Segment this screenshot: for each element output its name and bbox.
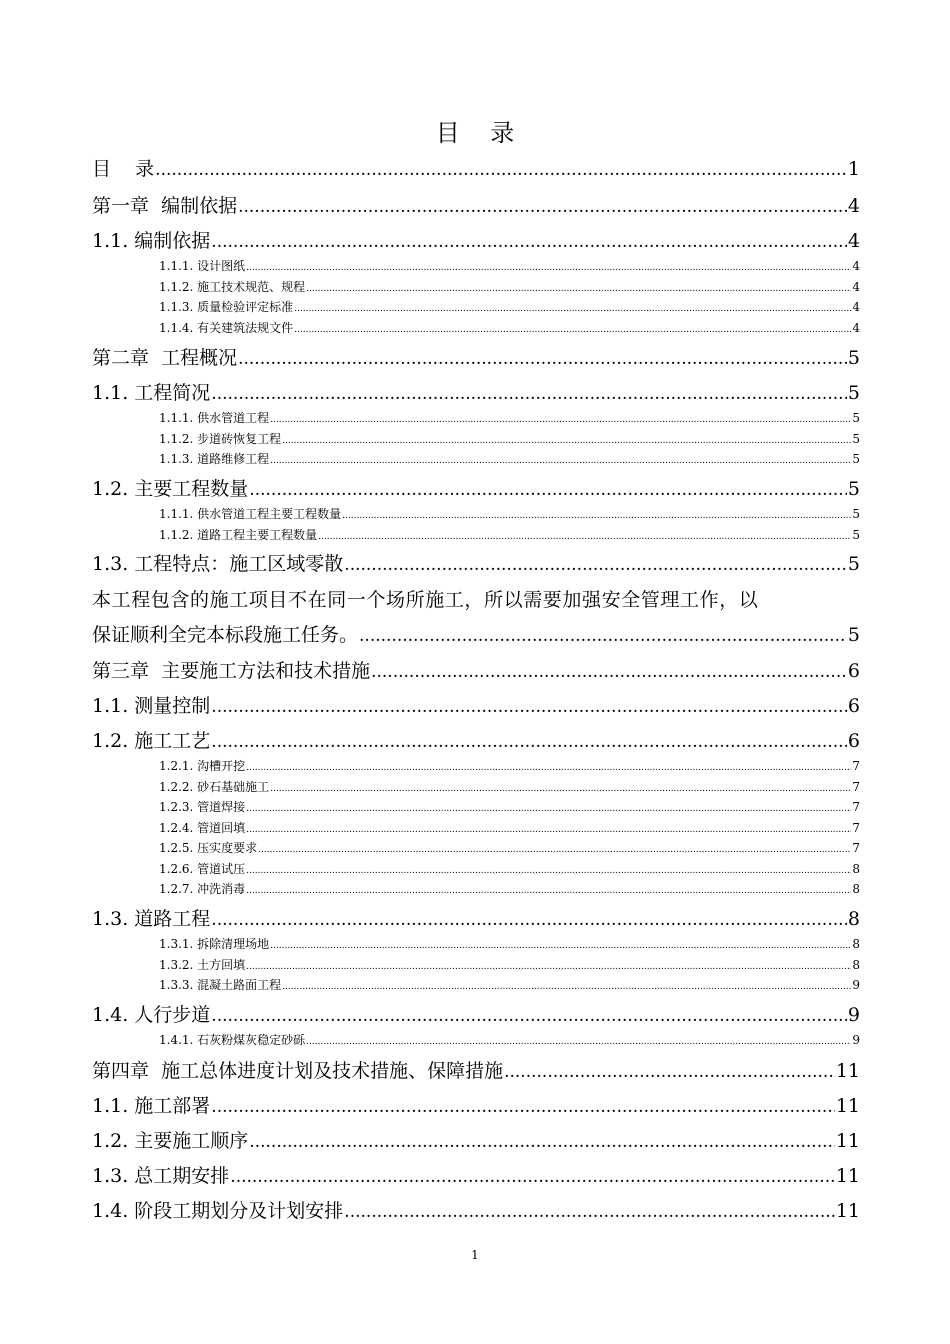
- toc-entry[interactable]: [92, 728, 860, 754]
- toc-entry[interactable]: [92, 345, 860, 371]
- toc-subentry[interactable]: [159, 1032, 860, 1048]
- toc-entry-title: 1.3.2. 土方回填: [159, 958, 246, 972]
- toc-subentry[interactable]: [159, 779, 860, 795]
- toc-entry[interactable]: [92, 658, 860, 684]
- toc-entry-page: 5: [852, 411, 860, 425]
- toc-entry-title: 1.1.2. 步道砖恢复工程: [159, 432, 282, 446]
- toc-entry-title: 1.3. 工程特点：施工区域零散: [92, 553, 344, 575]
- toc-entry-page: 4: [852, 321, 860, 335]
- dot-leader: [238, 193, 847, 220]
- toc-entry-title: 1.1.1. 供水管道工程主要工程数量: [159, 507, 342, 521]
- toc-entry[interactable]: [92, 380, 860, 406]
- dot-leader: [258, 840, 851, 858]
- dot-leader: [306, 279, 851, 297]
- toc-entry-page: 11: [835, 1130, 860, 1152]
- toc-entry-page: 8: [852, 862, 860, 876]
- toc-entry[interactable]: [92, 156, 860, 182]
- toc-entry-page: 4: [847, 230, 860, 252]
- toc-entry-title: 1.1.1. 供水管道工程: [159, 411, 270, 425]
- toc-entry-title: 1.2.3. 管道焊接: [159, 800, 246, 814]
- dot-leader: [211, 228, 847, 255]
- toc-entry-page: 4: [852, 300, 860, 314]
- toc-entry-title: 1.4. 人行步道: [92, 1004, 211, 1026]
- dot-leader: [344, 551, 847, 578]
- dot-leader: [211, 1093, 835, 1120]
- dot-leader: [246, 861, 851, 879]
- dot-leader: [238, 345, 847, 372]
- dot-leader: [318, 527, 851, 545]
- dot-leader: [211, 1002, 847, 1029]
- dot-leader: [359, 622, 847, 649]
- toc-subentry[interactable]: [159, 320, 860, 336]
- toc-entry-page: 7: [852, 821, 860, 835]
- dot-leader: [246, 881, 851, 899]
- toc-entry-page: 8: [847, 908, 860, 930]
- toc-entry-page: 5: [852, 507, 860, 521]
- dot-leader: [342, 506, 851, 524]
- page-number: 1: [471, 1248, 479, 1262]
- dot-leader: [270, 410, 851, 428]
- toc-entry-title: 1.1.1. 设计图纸: [159, 259, 246, 273]
- toc-entry-page: 11: [835, 1060, 860, 1082]
- toc-entry-title: 1.1. 编制依据: [92, 230, 211, 252]
- toc-entry-title: 第四章 施工总体进度计划及技术措施、保障措施: [92, 1060, 504, 1082]
- toc-subentry[interactable]: [159, 957, 860, 973]
- dot-leader: [504, 1058, 835, 1085]
- dot-leader: [371, 658, 847, 685]
- toc-entry-title: 第一章 编制依据: [92, 195, 238, 217]
- dot-leader: [306, 1032, 851, 1050]
- toc-entry-page: 5: [847, 553, 860, 575]
- toc-entry[interactable]: [92, 476, 860, 502]
- toc-entry-title: 1.3.3. 混凝土路面工程: [159, 978, 282, 992]
- toc-entry[interactable]: [92, 693, 860, 719]
- toc-entry-title: 1.2.6. 管道试压: [159, 862, 246, 876]
- toc-entry[interactable]: [92, 1093, 860, 1119]
- toc-entry-title: 1.1.3. 质量检验评定标准: [159, 300, 294, 314]
- toc-entry-title: 1.1. 测量控制: [92, 695, 211, 717]
- toc-entry-title: 1.3. 总工期安排: [92, 1165, 230, 1187]
- toc-entry-title: 1.2.7. 冲洗消毒: [159, 882, 246, 896]
- toc-entry-title: 目 录: [92, 158, 155, 180]
- toc-subentry[interactable]: [159, 936, 860, 952]
- dot-leader: [344, 1198, 835, 1225]
- toc-entry-title: 1.4. 阶段工期划分及计划安排: [92, 1200, 344, 1222]
- dot-leader: [246, 957, 851, 975]
- toc-entry[interactable]: [92, 228, 860, 254]
- dot-leader: [230, 1163, 835, 1190]
- toc-entry-page: 11: [835, 1200, 860, 1222]
- toc-entry[interactable]: [92, 906, 860, 932]
- toc-entry-page: 6: [847, 730, 860, 752]
- toc-entry[interactable]: [92, 1002, 860, 1028]
- toc-subentry[interactable]: [159, 977, 860, 993]
- toc-entry-page: 8: [852, 882, 860, 896]
- dot-leader: [294, 320, 851, 338]
- toc-entry[interactable]: [92, 551, 860, 577]
- toc-entry-page: 7: [852, 780, 860, 794]
- toc-entry-title: 1.1.2. 道路工程主要工程数量: [159, 528, 318, 542]
- dot-leader: [246, 258, 851, 276]
- toc-subentry[interactable]: [159, 410, 860, 426]
- toc-entry-page: 4: [852, 280, 860, 294]
- toc-entry-title: 第二章 工程概况: [92, 347, 238, 369]
- toc-entry-title: 1.2. 主要工程数量: [92, 478, 249, 500]
- toc-entry-page: 5: [852, 432, 860, 446]
- toc-entry-title: 1.2. 施工工艺: [92, 730, 211, 752]
- toc-entry[interactable]: [92, 1198, 860, 1224]
- toc-entry-title: 1.1.4. 有关建筑法规文件: [159, 321, 294, 335]
- toc-entry-page: 9: [847, 1004, 860, 1026]
- toc-entry-page: 11: [835, 1165, 860, 1187]
- toc-entry-title: 1.2.1. 沟槽开挖: [159, 759, 246, 773]
- dot-leader: [246, 799, 851, 817]
- toc-entry-page: 7: [852, 759, 860, 773]
- dot-leader: [249, 1128, 835, 1155]
- toc-entry-page: 8: [852, 937, 860, 951]
- toc-subentry[interactable]: [159, 299, 860, 315]
- toc-subentry[interactable]: [159, 820, 860, 836]
- toc-entry-title: 1.2.5. 压实度要求: [159, 841, 258, 855]
- toc-heading: 目 录: [435, 119, 515, 147]
- toc-entry-page: 7: [852, 841, 860, 855]
- dot-leader: [282, 977, 851, 995]
- toc-entry[interactable]: [92, 1058, 860, 1084]
- dot-leader: [270, 779, 851, 797]
- toc-subentry[interactable]: [159, 881, 860, 897]
- toc-entry[interactable]: [92, 1163, 860, 1189]
- toc-entry-page: 6: [847, 695, 860, 717]
- toc-entry[interactable]: [92, 622, 860, 648]
- toc-subentry[interactable]: [159, 279, 860, 295]
- dot-leader: [246, 820, 851, 838]
- toc-entry-title: 第三章 主要施工方法和技术措施: [92, 660, 371, 682]
- toc-entry-page: 5: [852, 528, 860, 542]
- toc-entry-title: 1.3.1. 拆除清理场地: [159, 937, 270, 951]
- toc-entry-title: 1.2. 主要施工顺序: [92, 1130, 249, 1152]
- toc-subentry[interactable]: [159, 527, 860, 543]
- toc-entry-page: 5: [847, 382, 860, 404]
- toc-entry-title: 1.2.2. 砂石基础施工: [159, 780, 270, 794]
- dot-leader: [282, 431, 851, 449]
- toc-entry-page: 5: [852, 452, 860, 466]
- toc-paragraph-line: 本工程包含的施工项目不在同一个场所施工，所以需要加强安全管理工作，以: [92, 589, 759, 611]
- toc-subentry[interactable]: [159, 758, 860, 774]
- toc-entry-page: 5: [847, 624, 860, 646]
- dot-leader: [249, 476, 847, 503]
- toc-entry[interactable]: [92, 193, 860, 219]
- toc-entry-page: 1: [847, 158, 860, 180]
- dot-leader: [155, 156, 847, 183]
- toc-entry-page: 7: [852, 800, 860, 814]
- toc-entry[interactable]: [92, 1128, 860, 1154]
- toc-entry-page: 6: [847, 660, 860, 682]
- toc-subentry[interactable]: [159, 840, 860, 856]
- toc-subentry[interactable]: [159, 431, 860, 447]
- toc-subentry[interactable]: [159, 258, 860, 274]
- toc-entry-page: 9: [852, 978, 860, 992]
- toc-entry-title: 保证顺利全完本标段施工任务。: [92, 624, 359, 646]
- toc-entry-title: 1.2.4. 管道回填: [159, 821, 246, 835]
- dot-leader: [211, 380, 847, 407]
- toc-entry-title: 1.1.2. 施工技术规范、规程: [159, 280, 306, 294]
- dot-leader: [211, 693, 847, 720]
- toc-entry-page: 11: [835, 1095, 860, 1117]
- dot-leader: [270, 451, 851, 469]
- toc-entry-title: 1.4.1. 石灰粉煤灰稳定砂砾: [159, 1033, 306, 1047]
- toc-subentry[interactable]: [159, 506, 860, 522]
- dot-leader: [211, 906, 847, 933]
- dot-leader: [294, 299, 851, 317]
- toc-entry-page: 8: [852, 958, 860, 972]
- dot-leader: [270, 936, 851, 954]
- toc-entry-title: 1.3. 道路工程: [92, 908, 211, 930]
- toc-entry-title: 1.1.3. 道路维修工程: [159, 452, 270, 466]
- toc-subentry[interactable]: [159, 799, 860, 815]
- toc-entry-page: 5: [847, 347, 860, 369]
- toc-entry-page: 5: [847, 478, 860, 500]
- dot-leader: [211, 728, 847, 755]
- toc-subentry[interactable]: [159, 451, 860, 467]
- toc-entry-title: 1.1. 施工部署: [92, 1095, 211, 1117]
- toc-entry-page: 4: [852, 259, 860, 273]
- toc-entry-page: 9: [852, 1033, 860, 1047]
- toc-subentry[interactable]: [159, 861, 860, 877]
- dot-leader: [246, 758, 851, 776]
- toc-entry-page: 4: [847, 195, 860, 217]
- toc-entry-title: 1.1. 工程简况: [92, 382, 211, 404]
